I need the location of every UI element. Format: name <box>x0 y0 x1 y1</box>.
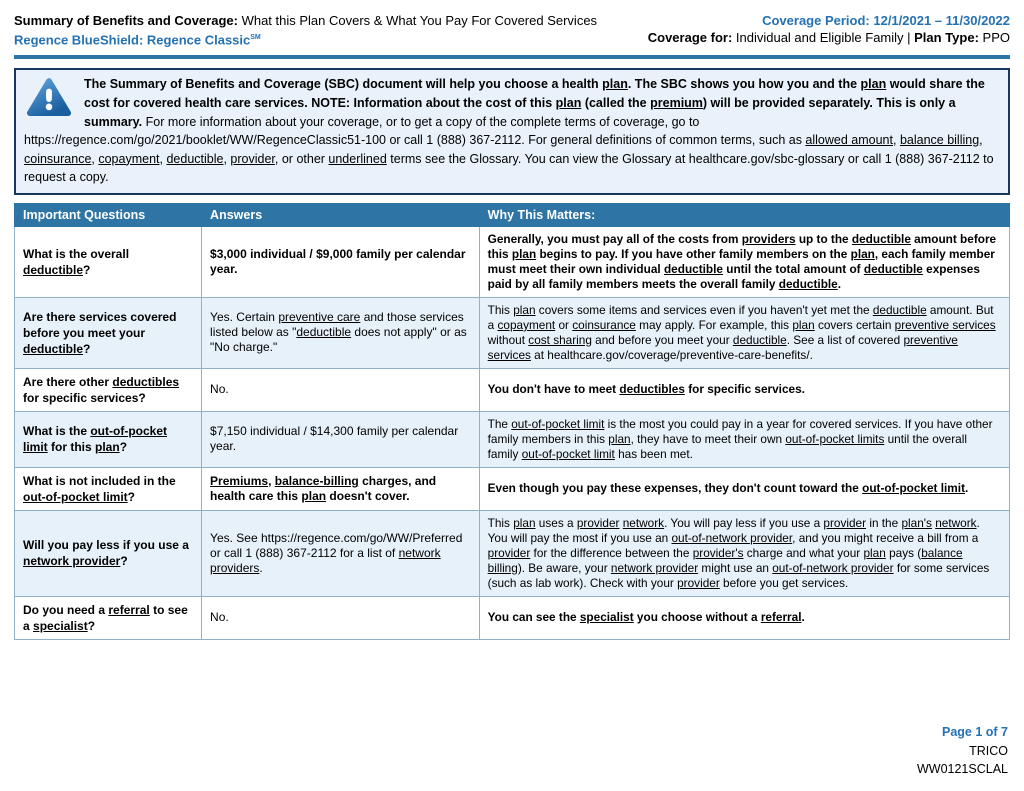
glossary-term: network <box>398 545 441 560</box>
glossary-term: plan <box>513 515 536 530</box>
cell-question: Do you need a referral to see a specialist? <box>15 596 202 639</box>
document-title <box>14 12 597 29</box>
glossary-term: coinsurance <box>572 317 636 332</box>
client-name: TRICO <box>969 743 1008 758</box>
document-header <box>14 12 1010 48</box>
glossary-term: plan <box>555 95 582 110</box>
cell-question: Are there other deductibles for specific services? <box>15 368 202 411</box>
glossary-term: plan <box>863 545 886 560</box>
cell-question: What is not included in the out-of-pocket limit? <box>15 467 202 510</box>
cell-question: What is the overall deductible? <box>15 226 202 297</box>
glossary-term: plan <box>792 317 815 332</box>
glossary-term: provider <box>576 515 620 530</box>
glossary-term: deductible <box>872 302 927 317</box>
glossary-term: deductible <box>166 151 224 166</box>
cell-why: You don't have to meet deductibles for specific services. <box>479 368 1009 411</box>
glossary-term: deductible <box>732 332 787 347</box>
page-number: Page 1 of 7 <box>942 725 1008 739</box>
table-row <box>15 411 1010 467</box>
table-row <box>15 596 1010 639</box>
glossary-term: out-of-network provider <box>671 530 793 545</box>
glossary-term: provider <box>823 515 867 530</box>
glossary-term: out-of-pocket limit <box>23 424 167 455</box>
cell-why: This plan uses a provider network. You will pay less if you use a provider in the plan's network. You will pay the most if you use an out-of-network provider, and you might receive a bill from a provider for the difference between the provider's charge and what your plan pays (balance billing). Be aware, your network provider might use an out-of-network provider for some services (such as lab work). Check with your provider before you get services. <box>479 510 1009 596</box>
document-title-bold: Summary of Benefits and Coverage: <box>14 13 238 28</box>
glossary-term: specialist <box>33 618 88 633</box>
cell-answer: Yes. See https://regence.com/go/WW/Preferred or call 1 (888) 367-2112 for a list of network providers. <box>202 510 480 596</box>
glossary-term: deductible <box>663 261 723 276</box>
cell-why: The out-of-pocket limit is the most you could pay in a year for covered services. If you have other family members in this plan, they have to meet their own out-of-pocket limits until the overall family out-of-pocket limit has been met. <box>479 411 1009 467</box>
header-left <box>14 12 597 48</box>
glossary-term: balance billing <box>487 545 963 575</box>
glossary-term: out-of-pocket limits <box>785 431 885 446</box>
glossary-term: deductible <box>296 325 352 340</box>
glossary-term: copayment <box>98 151 160 166</box>
glossary-term: specialist <box>579 610 634 625</box>
glossary-term: provider <box>677 575 720 590</box>
glossary-term: plan <box>301 488 327 503</box>
glossary-term: cost sharing <box>528 332 592 347</box>
glossary-term: out-of-pocket limit <box>511 416 605 431</box>
glossary-term: preventive services <box>894 317 996 332</box>
cell-why: You can see the specialist you choose without a referral. <box>479 596 1009 639</box>
glossary-term: out-of-pocket limit <box>23 489 128 504</box>
header-right <box>648 12 1010 48</box>
glossary-term: out-of-network provider <box>772 560 894 575</box>
glossary-term: plan <box>513 302 536 317</box>
glossary-term: out-of-pocket limit <box>521 446 615 461</box>
cell-why: This plan covers some items and services even if you haven't yet met the deductible amount. But a copayment or coinsurance may apply. For example, this plan covers certain preventive services without cost sharing and before you meet your deductible. See a list of covered preventive services at healthcare.gov/coverage/preventive-care-benefits/. <box>479 297 1009 368</box>
table-row <box>15 368 1010 411</box>
cell-question: Are there services covered before you meet your deductible? <box>15 297 202 368</box>
glossary-term: deductible <box>23 341 84 356</box>
glossary-term: network <box>935 515 977 530</box>
table-row <box>15 297 1010 368</box>
glossary-term: network provider <box>610 560 699 575</box>
glossary-term: referral <box>760 610 802 625</box>
cell-answer: $3,000 individual / $9,000 family per calendar year. <box>202 226 480 297</box>
glossary-term: network <box>622 515 665 530</box>
glossary-term: providers <box>741 231 796 246</box>
cell-question: What is the out-of-pocket limit for this plan? <box>15 411 202 467</box>
glossary-term: network provider <box>23 554 121 569</box>
coverage-period: Coverage Period: 12/1/2021 – 11/30/2022 <box>762 13 1010 28</box>
glossary-term: deductibles <box>619 382 685 397</box>
page-footer <box>917 723 1008 779</box>
form-code: WW0121SCLAL <box>916 762 1008 776</box>
alert-triangle-icon <box>26 77 72 118</box>
glossary-term: coinsurance <box>24 151 92 166</box>
glossary-term: out-of-pocket limit <box>862 481 965 496</box>
glossary-term: plan <box>602 77 628 92</box>
sbc-table-body <box>15 226 1010 639</box>
cell-question: Will you pay less if you use a network provider? <box>15 510 202 596</box>
glossary-term: plan <box>860 77 887 92</box>
table-row <box>15 226 1010 297</box>
column-header-why-this-matters: Why This Matters: <box>479 203 1009 226</box>
column-header-answers: Answers <box>202 203 480 226</box>
coverage-for: Coverage for: Individual and Eligible Family | Plan Type: PPO <box>647 30 1010 45</box>
glossary-term: Premiums <box>210 473 269 488</box>
service-mark: SM <box>250 34 261 41</box>
glossary-term: balance-billing <box>274 473 359 488</box>
glossary-term: premium <box>650 95 703 110</box>
glossary-term: providers <box>210 560 260 575</box>
document-title-rest: What this Plan Covers & What You Pay For Covered Services <box>237 13 598 28</box>
cell-answer: $7,150 individual / $14,300 family per calendar year. <box>202 411 480 467</box>
cell-answer: Premiums, balance-billing charges, and health care this plan doesn't cover. <box>202 467 480 510</box>
cell-why: Even though you pay these expenses, they don't count toward the out-of-pocket limit. <box>479 467 1009 510</box>
glossary-term: deductible <box>863 261 923 276</box>
column-header-important-questions: Important Questions <box>15 203 202 226</box>
glossary-term: allowed amount <box>805 133 893 148</box>
glossary-term: provider <box>230 151 275 166</box>
table-row <box>15 510 1010 596</box>
important-questions-table <box>14 203 1010 640</box>
glossary-term: deductible <box>23 262 84 277</box>
plan-name: Regence BlueShield: Regence Classic℠ <box>14 32 261 48</box>
glossary-term: plan <box>850 246 875 261</box>
header-divider <box>14 55 1010 59</box>
cell-answer: No. <box>202 596 480 639</box>
cell-answer: Yes. Certain preventive care and those services listed below as "deductible does not apply" or as "No charge." <box>202 297 480 368</box>
glossary-term: preventive services <box>487 332 958 362</box>
glossary-term: underlined <box>328 151 387 166</box>
glossary-term: deductible <box>851 231 911 246</box>
glossary-term: plan <box>608 431 631 446</box>
intro-note <box>14 68 1010 195</box>
table-row <box>15 467 1010 510</box>
table-header-row <box>15 203 1010 226</box>
glossary-term: deductible <box>778 276 838 291</box>
glossary-term: referral <box>108 602 150 617</box>
glossary-term: provider's <box>692 545 744 560</box>
glossary-term: plan <box>95 440 120 455</box>
cell-why: Generally, you must pay all of the costs from providers up to the deductible amount before this plan begins to pay. If you have other family members on the plan, each family member must meet their own individual deductible until the total amount of deductible expenses paid by all family members meets the overall family deductible. <box>479 226 1009 297</box>
glossary-term: deductibles <box>112 374 180 389</box>
glossary-term: balance billing <box>899 133 980 148</box>
glossary-term: provider <box>487 545 531 560</box>
glossary-term: plan's <box>901 515 932 530</box>
cell-answer: No. <box>202 368 480 411</box>
intro-paragraph: The Summary of Benefits and Coverage (SBC) document will help you choose a health plan. The SBC shows you how you and the plan would share the cost for covered health care services. NOTE: Information about the cost of this plan (called the premium) will be provided separately. This is only a summary. For more information about your coverage, or to get a copy of the complete terms of coverage, go to https://regence.com/go/2021/booklet/WW/RegenceClassic51-100 or call 1 (888) 367-2112. For general definitions of common terms, such as allowed amount, balance billing, coinsurance, copayment, deductible, provider, or other underlined terms see the Glossary. You can view the Glossary at healthcare.gov/sbc-glossary or call 1 (888) 367-2112 to request a copy. <box>24 77 994 185</box>
glossary-term: preventive care <box>278 310 361 325</box>
glossary-term: copayment <box>497 317 556 332</box>
glossary-term: plan <box>511 246 537 261</box>
